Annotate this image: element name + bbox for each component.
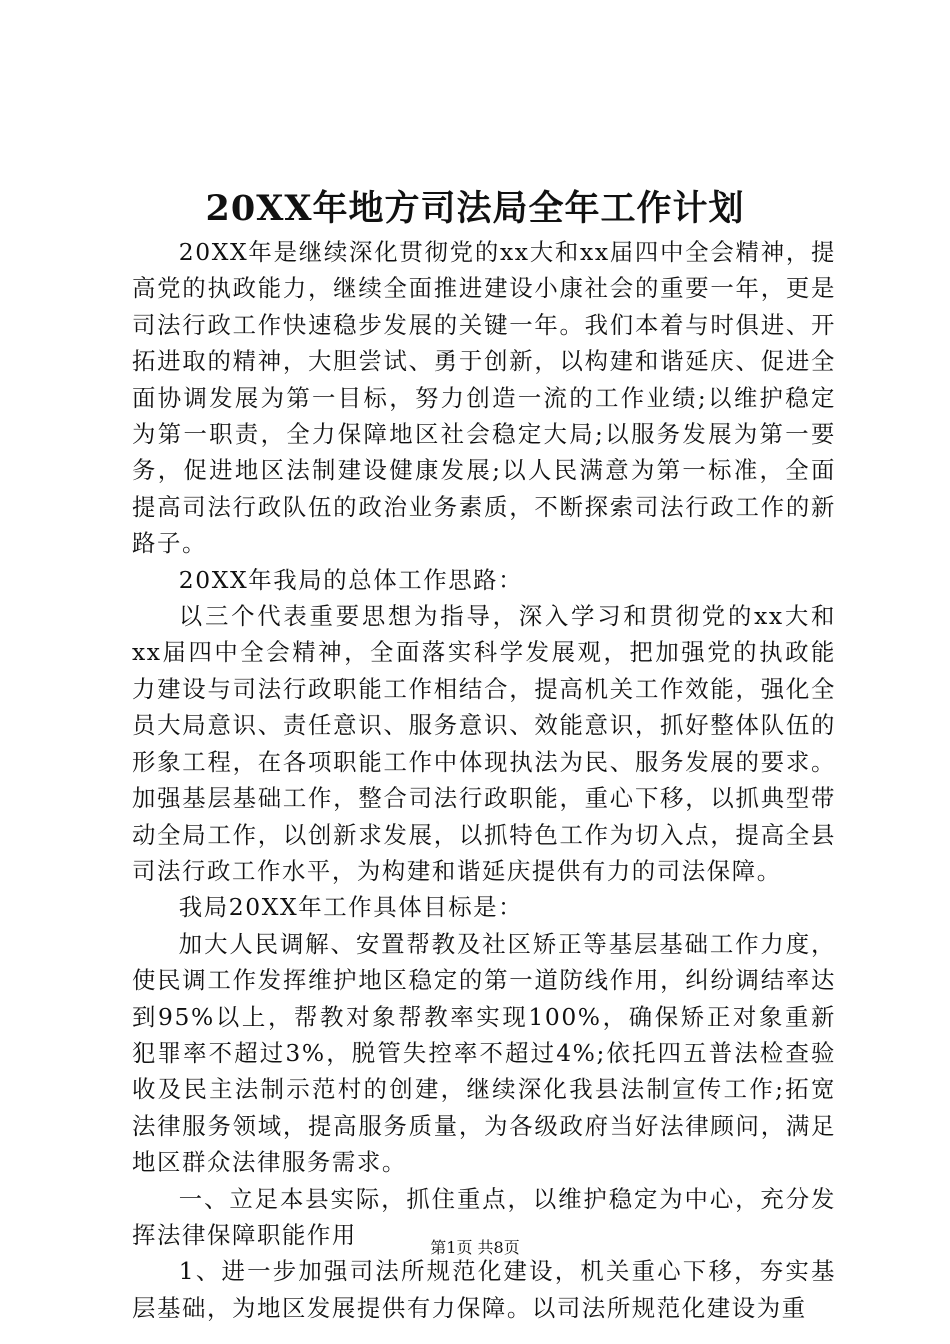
document-title: 20XX年地方司法局全年工作计划 xyxy=(205,188,745,229)
paragraph-overall-approach: 以三个代表重要思想为指导，深入学习和贯彻党的xx大和xx届四中全会精神，全面落实科学发展观，把加强党的执政能力建设与司法行政职能工作相结合，提高机关工作效能，强化全员大局意识、责任意识、服务意识、效能意识，抓好整体队伍的形象工程，在各项职能工作中体现执法为民、服务发展的要求。加强基层基础工作，整合司法行政职能，重心下移，以抓典型带动全局工作，以创新求发展，以抓特色工作为切入点，提高全县司法行政工作水平，为构建和谐延庆提供有力的司法保障。 xyxy=(132,602,836,885)
paragraph-item-one: 1、进一步加强司法所规范化建设，机关重心下移，夯实基层基础，为地区发展提供有力保障。以司法所规范化建设为重 xyxy=(132,1257,836,1322)
paragraph-overall-approach-heading: 20XX年我局的总体工作思路： xyxy=(178,565,524,594)
paragraph-goals: 加大人民调解、安置帮教及社区矫正等基层基础工作力度，使民调工作发挥维护地区稳定的第一道防线作用，纠纷调结率达到95%以上，帮教对象帮教率实现100%，确保矫正对象重新犯罪率不超过3%，脱管失控率不超过4%;依托四五普法检查验收及民主法制示范村的创建，继续深化我县法制宣传工作;拓宽法律服务领域，提高服务质量，为各级政府当好法律顾问，满足地区群众法律服务需求。 xyxy=(132,929,836,1177)
section-heading-one: 一、立足本县实际，抓住重点，以维护稳定为中心，充分发挥法律保障职能作用 xyxy=(132,1184,836,1249)
document-body xyxy=(132,234,836,1326)
paragraph-goals-heading: 我局20XX年工作具体目标是： xyxy=(178,893,524,922)
page-footer: 第1页 共8页 xyxy=(430,1238,520,1257)
paragraph-intro: 20XX年是继续深化贯彻党的xx大和xx届四中全会精神，提高党的执政能力，继续全面推进建设小康社会的重要一年，更是司法行政工作快速稳步发展的关键一年。我们本着与时俱进、开拓进取的精神，大胆尝试、勇于创新，以构建和谐延庆、促进全面协调发展为第一目标，努力创造一流的工作业绩;以维护稳定为第一职责，全力保障地区社会稳定大局;以服务发展为第一要务，促进地区法制建设健康发展;以人民满意为第一标准，全面提高司法行政队伍的政治业务素质，不断探索司法行政工作的新路子。 xyxy=(132,238,836,558)
